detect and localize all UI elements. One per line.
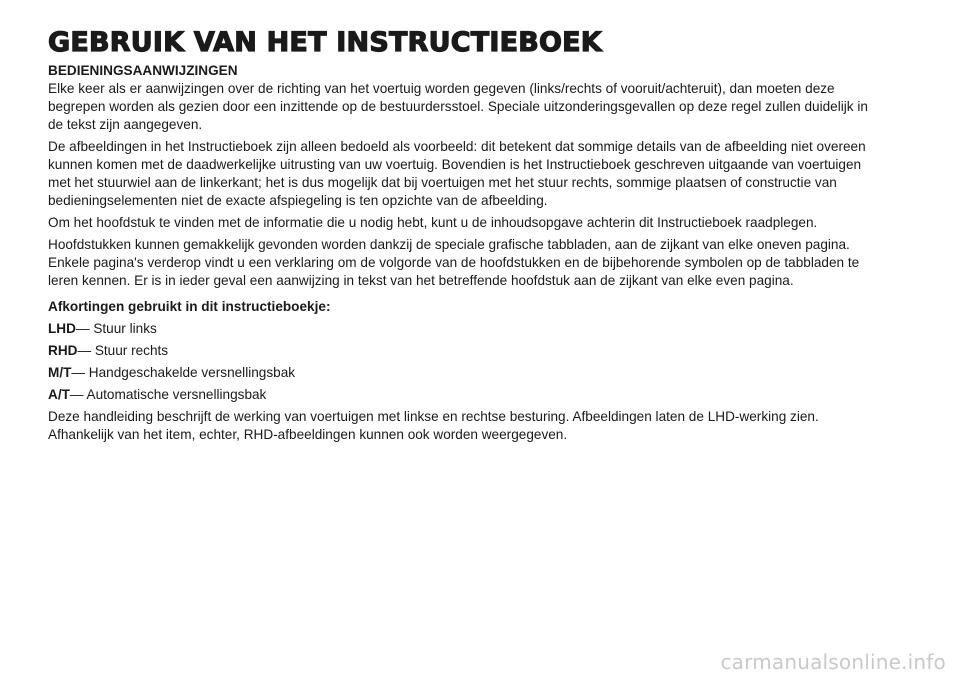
abbreviation-item [48,320,878,338]
abbreviation-item [48,364,878,382]
paragraph-table-of-contents: Om het hoofdstuk te vinden met de informatie die u nodig hebt, kunt u de inhoudsopgave achterin dit Instructieboek raadplegen. [48,215,818,230]
abbreviations-heading: Afkortingen gebruikt in dit instructieboekje: [48,299,331,314]
section-heading: BEDIENINGSAANWIJZINGEN [48,63,238,78]
paragraph-directions: Elke keer als er aanwijzingen over de richting van het voertuig worden gegeven (links/rechts of vooruit/achteruit), dan moeten deze begrepen worden als gezien door een inzittende op de bestuurdersstoel. Speciale uitzonderingsgevallen op deze regel zullen duidelijk in de tekst zijn aangegeven. [48,81,868,132]
abbreviation-text: — Stuur links [75,321,157,336]
abbreviation-key: M/T [48,365,72,380]
abbreviation-text: — Automatische versnellingsbak [69,387,267,402]
abbreviation-item [48,386,878,404]
abbreviation-text: — Handgeschakelde versnellingsbak [71,365,296,380]
watermark: carmanualsonline.info [720,650,946,674]
abbreviation-text: — Stuur rechts [77,343,169,358]
paragraph-illustrations: De afbeeldingen in het Instructieboek zijn alleen bedoeld als voorbeeld: dit betekent dat sommige details van de afbeelding niet overeen kunnen komen met de daadwerkelijke uitrusting van uw voertuig. Bovendien is het Instructieboek geschreven uitgaande van voertuigen met het stuurwiel aan de linkerkant; het is dus mogelijk dat bij voertuigen met het stuur rechts, sommige plaatsen of constructie van bedieningselementen niet de exacte afspiegeling is ten opzichte van de afbeelding. [48,139,866,208]
abbreviation-item [48,342,878,360]
abbreviation-key: RHD [48,343,78,358]
document-page [48,28,878,448]
abbreviation-key: LHD [48,321,76,336]
paragraph-steering-variants: Deze handleiding beschrijft de werking van voertuigen met linkse en rechtse besturing. Afbeeldingen laten de LHD-werking zien. Afhankelijk van het item, echter, RHD-afbeeldingen kunnen ook worden weergegeven. [48,409,819,442]
page-title: GEBRUIK VAN HET INSTRUCTIEBOEK [48,27,602,58]
abbreviation-key: A/T [48,387,70,402]
paragraph-chapter-tabs: Hoofdstukken kunnen gemakkelijk gevonden worden dankzij de speciale grafische tabbladen, aan de zijkant van elke oneven pagina. Enkele pagina's verderop vindt u een verklaring om de volgorde van de hoofdstukken en de bijbehorende symbolen op de tabbladen te leren kennen. Er is in ieder geval een aanwijzing in tekst van het betreffende hoofdstuk aan de zijkant van elke even pagina. [48,237,860,288]
